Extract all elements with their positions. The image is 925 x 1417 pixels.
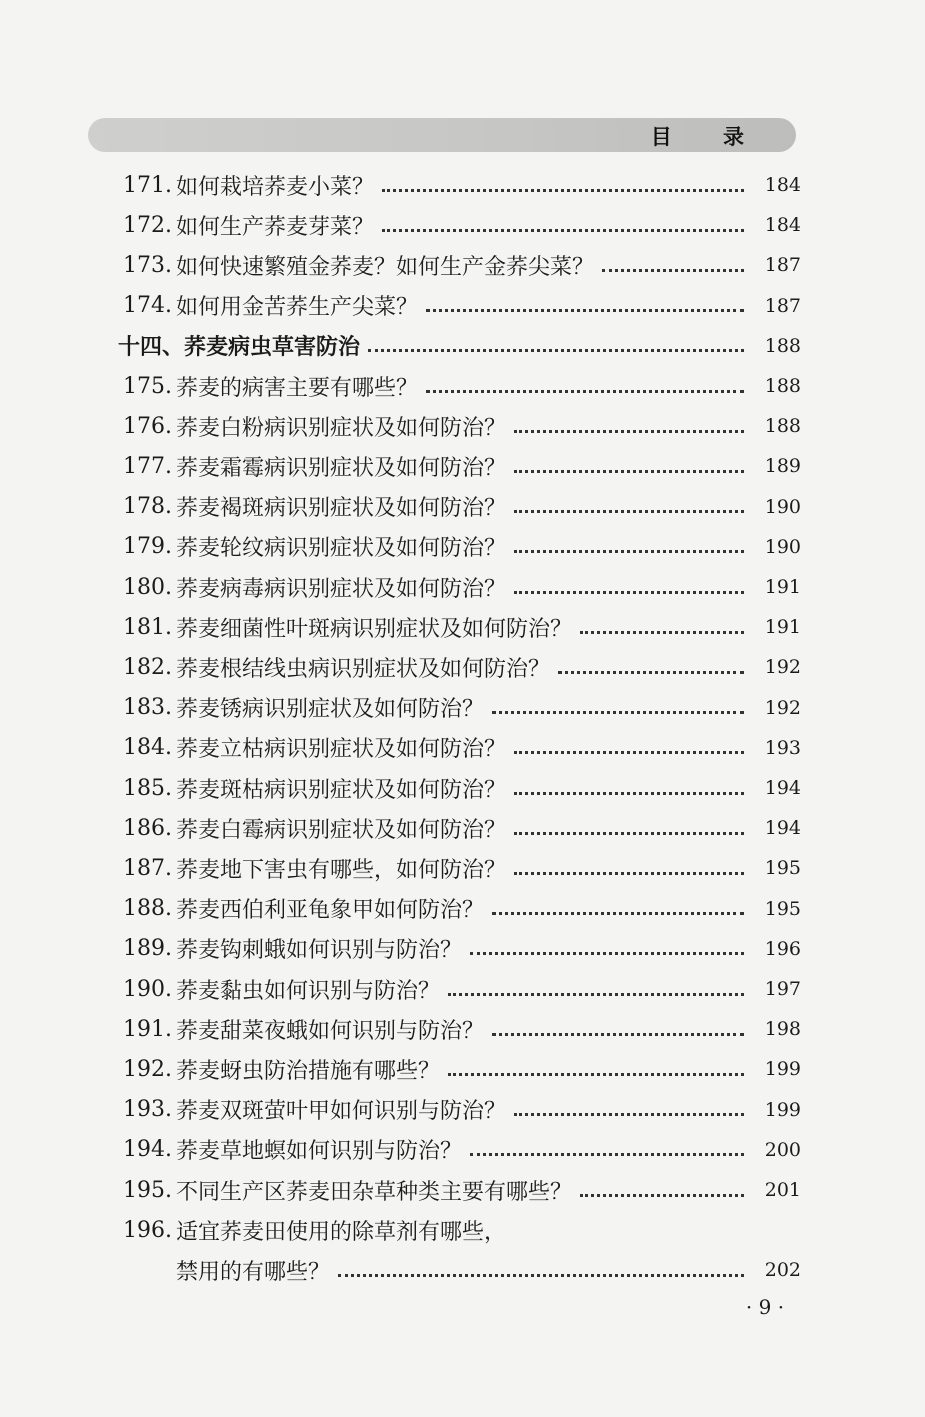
toc-entry-number: 171. <box>123 172 172 198</box>
dot-leader <box>514 548 744 553</box>
toc-entry <box>0 1049 925 1089</box>
toc-page-number: 188 <box>764 375 801 397</box>
dot-leader <box>492 709 744 714</box>
toc-entry-title <box>110 572 506 603</box>
running-header <box>88 118 796 152</box>
toc-page-number: 194 <box>764 817 801 840</box>
toc-entry-title <box>110 250 594 281</box>
toc-entry-label: 荞麦草地螟如何识别与防治？ <box>176 1139 463 1165</box>
toc-entry-number: 185. <box>123 775 172 801</box>
dot-leader <box>368 347 744 352</box>
toc-entry-title <box>176 1255 330 1286</box>
toc-entry <box>0 245 925 285</box>
toc-entry-label: 如何生产荞麦芽菜？ <box>176 214 375 240</box>
toc-entry-title <box>110 692 484 723</box>
toc-page-number: 189 <box>764 455 801 478</box>
toc-entry-number: 175. <box>123 373 172 399</box>
toc-entry-title <box>110 210 374 241</box>
dot-leader <box>514 468 744 473</box>
toc-entry-label: 荞麦黏虫如何识别与防治？ <box>176 978 441 1004</box>
toc-entry <box>0 728 925 768</box>
toc-entry-label: 荞麦细菌性叶斑病识别症状及如何防治？ <box>176 616 573 642</box>
toc-entry-number: 190. <box>123 976 172 1002</box>
toc-entry-number: 177. <box>123 453 172 479</box>
toc-entry <box>0 1250 925 1290</box>
toc-entry <box>0 165 925 205</box>
toc-entry-title <box>110 1134 462 1165</box>
toc-entry-number: 191. <box>123 1016 172 1042</box>
toc-entry <box>0 406 925 446</box>
toc-entry <box>0 969 925 1009</box>
toc-entry-label: 不同生产区荞麦田杂草种类主要有哪些？ <box>176 1179 573 1205</box>
dot-leader <box>492 910 744 915</box>
dot-leader <box>514 589 744 594</box>
toc-page-number: 192 <box>764 656 801 679</box>
dot-leader <box>514 870 744 875</box>
toc-page-number: 190 <box>764 495 801 518</box>
dot-leader <box>514 790 744 795</box>
dot-leader <box>448 1071 744 1076</box>
toc-entry-label: 荞麦锈病识别症状及如何防治？ <box>176 697 485 723</box>
toc-entry-label: 荞麦的病害主要有哪些？ <box>176 375 419 401</box>
toc-entry-number: 183. <box>123 695 172 721</box>
toc-entry <box>0 567 925 607</box>
toc-page-number: 188 <box>764 415 801 438</box>
toc-entry-title <box>110 813 506 844</box>
toc-entry-title <box>110 411 506 442</box>
toc-page-number: 200 <box>764 1138 801 1161</box>
toc-page-number: 188 <box>764 334 801 357</box>
toc-entry-title <box>110 974 440 1005</box>
toc-entry-number: 195. <box>123 1177 172 1203</box>
dot-leader <box>514 1233 744 1235</box>
toc-entry-title <box>110 290 418 321</box>
toc-entry <box>0 688 925 728</box>
toc-entry-number: 180. <box>123 574 172 600</box>
toc-entry-label: 适宜荞麦田使用的除草剂有哪些， <box>176 1219 507 1245</box>
dot-leader <box>580 1192 744 1197</box>
toc-entry-number: 176. <box>123 413 172 439</box>
toc-entry-label: 荞麦双斑萤叶甲如何识别与防治？ <box>176 1099 507 1125</box>
toc-entry-number: 196. <box>123 1217 172 1243</box>
dot-leader <box>338 1272 744 1277</box>
toc-page-number: 201 <box>764 1179 801 1201</box>
toc-entry-label: 如何快速繁殖金荞麦？如何生产金荞尖菜？ <box>176 254 595 280</box>
toc-page-number: 197 <box>764 978 801 1000</box>
toc-page-number: 184 <box>764 214 801 237</box>
toc-entry-title <box>110 1175 572 1206</box>
toc-entry-label: 荞麦霜霉病识别症状及如何防治？ <box>176 455 507 481</box>
toc-page-number: 187 <box>764 254 801 277</box>
dot-leader <box>448 991 744 996</box>
toc-page-number: 199 <box>764 1058 801 1081</box>
toc-entry-number: 186. <box>123 815 172 841</box>
dot-leader <box>580 629 744 634</box>
toc-entry-label: 荞麦钩刺蛾如何识别与防治？ <box>176 938 463 964</box>
toc-entry-number: 194. <box>123 1137 172 1163</box>
toc-entry-title <box>110 1215 506 1246</box>
dot-leader <box>514 749 744 754</box>
toc-page-number: 199 <box>764 1098 801 1121</box>
toc-entry <box>0 848 925 888</box>
toc-entry <box>0 768 925 808</box>
toc-entry-number: 174. <box>123 293 172 319</box>
toc-entry <box>0 647 925 687</box>
toc-entry <box>0 366 925 406</box>
dot-leader <box>470 950 744 955</box>
dot-leader <box>426 307 744 312</box>
toc-entry-number: 179. <box>123 534 172 560</box>
toc-page-number: 195 <box>764 897 801 920</box>
toc-entry-title <box>110 170 374 201</box>
dot-leader <box>382 187 744 192</box>
toc-entry-number: 193. <box>123 1097 172 1123</box>
toc-entry <box>0 1090 925 1130</box>
dot-leader <box>492 1031 744 1036</box>
toc-entry <box>0 929 925 969</box>
toc-page-number: 196 <box>764 937 801 960</box>
dot-leader <box>558 669 744 674</box>
toc-entry-label: 荞麦立枯病识别症状及如何防治？ <box>176 737 507 763</box>
toc-entry-label: 荞麦根结线虫病识别症状及如何防治？ <box>176 656 551 682</box>
toc-page-number: 194 <box>764 777 801 799</box>
toc-entry-number: 192. <box>123 1056 172 1082</box>
toc-entry-title <box>110 371 418 402</box>
toc-entry-title <box>110 1054 440 1085</box>
toc-entry-label: 荞麦斑枯病识别症状及如何防治？ <box>176 777 507 803</box>
toc-page-number: 184 <box>764 174 801 196</box>
toc-page-number: 193 <box>764 736 801 759</box>
toc-page-number: 195 <box>764 857 801 880</box>
toc-entry-label: 荞麦轮纹病识别症状及如何防治？ <box>176 536 507 562</box>
toc-entry-number: 184. <box>123 735 172 761</box>
toc-entry-number: 181. <box>123 614 172 640</box>
toc-entry-number: 172. <box>123 212 172 238</box>
toc-page-number: 202 <box>764 1259 801 1282</box>
toc-entry-label: 荞麦甜菜夜蛾如何识别与防治？ <box>176 1018 485 1044</box>
toc-entry <box>0 286 925 326</box>
toc-entry-label: 荞麦地下害虫有哪些，如何防治？ <box>176 857 507 883</box>
toc-entry-title <box>110 531 506 562</box>
toc-entry-title <box>110 612 572 643</box>
toc-entry <box>0 1210 925 1250</box>
dot-leader <box>514 508 744 513</box>
toc-entry-label: 荞麦蚜虫防治措施有哪些？ <box>176 1058 441 1084</box>
toc-entry-label: 十四、荞麦病虫草害防治 <box>118 335 361 361</box>
toc-entry-title <box>110 773 506 804</box>
dot-leader <box>602 267 744 272</box>
toc-page-number: 191 <box>764 616 801 639</box>
toc-entry-number: 188. <box>123 896 172 922</box>
dot-leader <box>514 1111 744 1116</box>
toc-section-heading <box>0 326 925 366</box>
toc-entry-label: 荞麦白粉病识别症状及如何防治？ <box>176 415 507 441</box>
dot-leader <box>514 428 744 433</box>
dot-leader <box>470 1151 744 1156</box>
toc-entry-label: 荞麦白霉病识别症状及如何防治？ <box>176 817 507 843</box>
dot-leader <box>514 830 744 835</box>
toc-entry-title <box>110 732 506 763</box>
toc-entry-title <box>110 1094 506 1125</box>
toc-entry-title <box>110 1014 484 1045</box>
toc-page-number: 190 <box>764 535 801 558</box>
dot-leader <box>426 388 744 393</box>
toc-page-number: 187 <box>764 294 801 317</box>
page-number: · 9 · <box>745 1295 785 1319</box>
toc-entry-label: 荞麦病毒病识别症状及如何防治？ <box>176 576 507 602</box>
toc-entry-label: 如何用金苦荞生产尖菜？ <box>176 295 419 321</box>
toc-entry-title <box>118 330 360 361</box>
toc-entry-number: 182. <box>123 654 172 680</box>
toc-entry <box>0 527 925 567</box>
toc-page-number: 198 <box>764 1018 801 1041</box>
toc-entry-label: 如何栽培荞麦小菜？ <box>176 174 375 200</box>
toc-entry <box>0 487 925 527</box>
toc-entry <box>0 205 925 245</box>
toc-entry-number: 187. <box>123 855 172 881</box>
toc-entry-title <box>110 893 484 924</box>
toc-entry-title <box>110 491 506 522</box>
toc-entry-title <box>110 652 550 683</box>
toc-entry <box>0 446 925 486</box>
toc-page-number: 191 <box>764 576 801 598</box>
toc-entry <box>0 1009 925 1049</box>
toc-page-number: 192 <box>764 696 801 719</box>
toc-entry-label: 荞麦西伯利亚龟象甲如何防治？ <box>176 898 485 924</box>
toc-entry-label: 荞麦褐斑病识别症状及如何防治？ <box>176 496 507 522</box>
toc-entry-number: 173. <box>123 252 172 278</box>
toc-entry-title <box>110 451 506 482</box>
toc-entry <box>0 1130 925 1170</box>
toc-entry-number: 178. <box>123 494 172 520</box>
toc-entry <box>0 607 925 647</box>
toc-entry-number: 189. <box>123 936 172 962</box>
toc-entry-title <box>110 933 462 964</box>
toc-entry-title <box>110 853 506 884</box>
toc-entry <box>0 1170 925 1210</box>
toc-entry-label: 禁用的有哪些？ <box>176 1259 331 1285</box>
toc-entry <box>0 808 925 848</box>
toc-entry <box>0 889 925 929</box>
dot-leader <box>382 227 744 232</box>
header-title: 目 录 <box>650 125 766 149</box>
